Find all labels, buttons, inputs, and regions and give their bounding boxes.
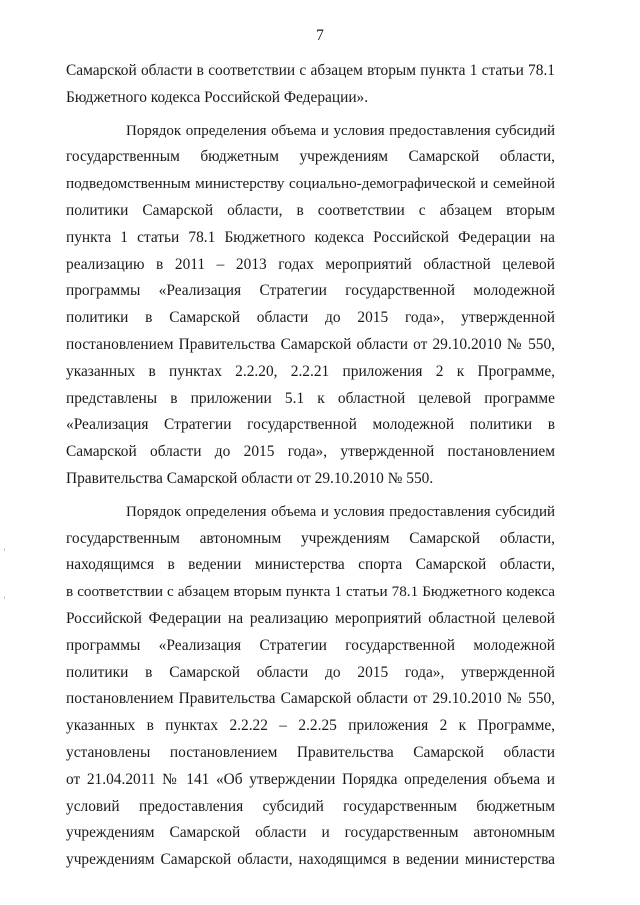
text-line: постановлением Правительства Самарской области от 29.10.2010 № 550, [66,335,555,353]
paragraph-3 [66,499,555,874]
text-line: политики в Самарской области до 2015 года», утвержденной [66,663,555,681]
text-line: «Реализация Стратегии государственной молодежной политики в [66,416,555,434]
text-line: Российской Федерации на реализацию мероприятий областной целевой [66,609,555,627]
text-line: Бюджетного кодекса Российской Федерации». [66,88,369,106]
text-line: учреждениям Самарской области и государственным автономным [66,824,555,842]
text-line: политики в Самарской области до 2015 года», утвержденной [66,309,555,327]
scan-artifact [4,596,5,599]
text-line: представлены в приложении 5.1 к областной целевой программе [66,389,555,407]
text-line: условий предоставления субсидий государственным бюджетным [66,797,555,815]
text-line: Порядок определения объема и условия предоставления субсидий [126,503,555,520]
text-line: находящимся в ведении министерства спорта Самарской области, [66,556,555,574]
text-line: реализацию в 2011 – 2013 годах мероприятий областной целевой [66,255,555,273]
text-line: установлены постановлением Правительства Самарской области [66,743,555,761]
paragraph-2 [66,118,555,493]
paragraph-1 [66,58,555,112]
text-line: программы «Реализация Стратегии государственной молодежной [66,636,555,654]
text-line: указанных в пунктах 2.2.22 – 2.2.25 приложения 2 к Программе, [66,717,555,735]
text-line: Самарской области в соответствии с абзацем вторым пункта 1 статьи 78.1 [66,62,555,79]
text-line: политики Самарской области, в соответствии с абзацем вторым [66,201,555,219]
text-line: подведомственным министерству социально-демографической и семейной [66,175,555,193]
text-line: Самарской области до 2015 года», утвержденной постановлением [66,443,555,461]
text-line: пункта 1 статьи 78.1 Бюджетного кодекса Российской Федерации на [66,228,555,246]
text-line: государственным автономным учреждениям Самарской области, [66,529,555,547]
text-line: от 21.04.2011 № 141 «Об утверждении Порядка определения объема и [66,770,555,788]
text-line: Порядок определения объема и условия предоставления субсидий [126,122,555,139]
text-line: государственным бюджетным учреждениям Самарской области, [66,148,555,166]
text-line: указанных в пунктах 2.2.20, 2.2.21 приложения 2 к Программе, [66,362,555,380]
text-line: программы «Реализация Стратегии государственной молодежной [66,282,555,300]
text-line: постановлением Правительства Самарской области от 29.10.2010 № 550, [66,690,555,708]
document-body [66,58,555,874]
text-line: в соответствии с абзацем вторым пункта 1 статьи 78.1 Бюджетного кодекса [66,583,555,601]
page-number: 7 [316,27,324,44]
scan-artifact [4,548,5,551]
text-line: Правительства Самарской области от 29.10.2010 № 550. [66,469,434,487]
text-line: учреждениям Самарской области, находящимся в ведении министерства [66,851,555,869]
